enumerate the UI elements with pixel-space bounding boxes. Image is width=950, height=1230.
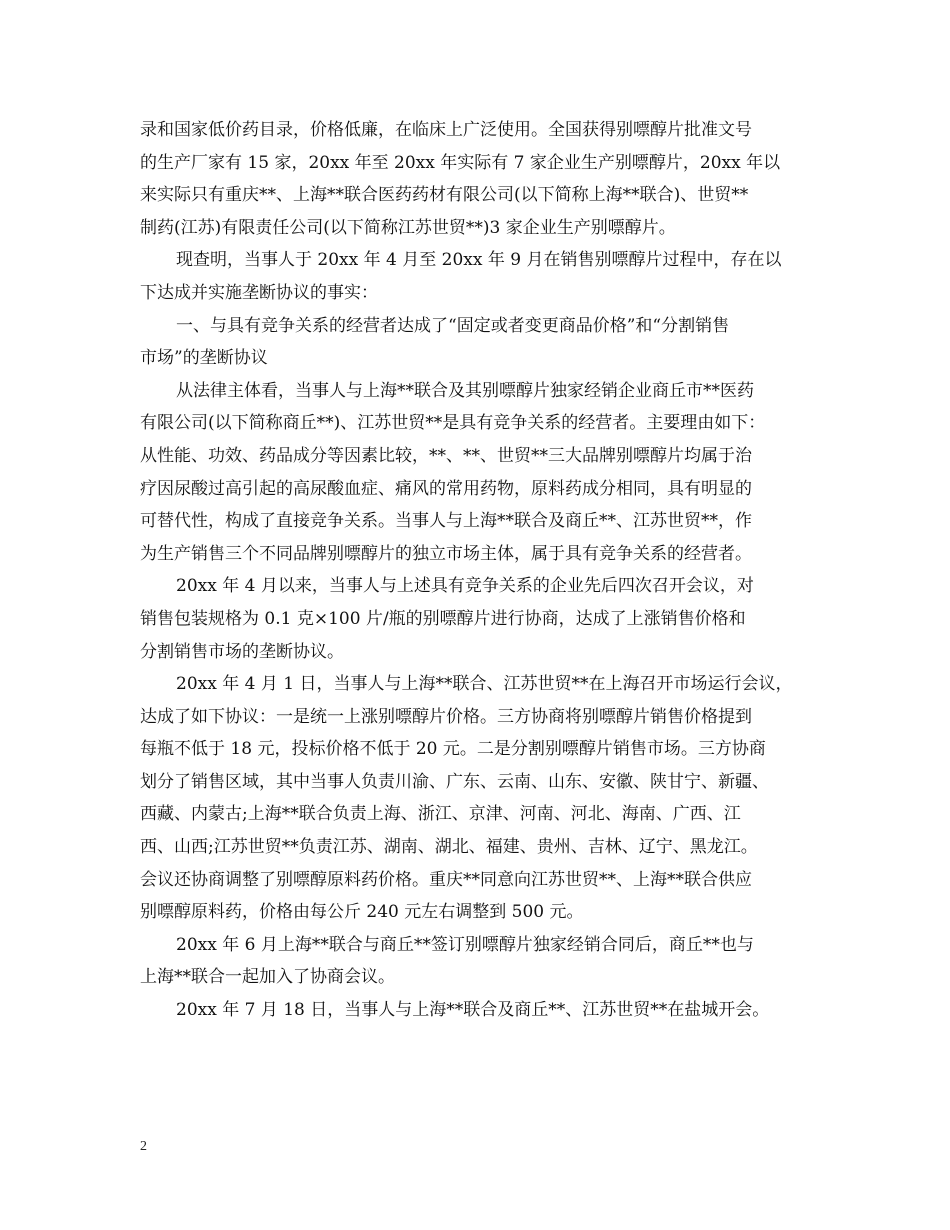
text-line: 制药(江苏)有限责任公司(以下简称江苏世贸**)3 家企业生产别嘌醇片。 xyxy=(140,217,676,238)
text-line: 20xx 年 4 月以来，当事人与上述具有竞争关系的企业先后四次召开会议，对 xyxy=(176,576,754,597)
text-line: 疗因尿酸过高引起的高尿酸血症、痛风的常用药物，原料药成分相同，具有明显的 xyxy=(140,478,752,499)
text-line: 西藏、内蒙古;上海**联合负责上海、浙江、京津、河南、河北、海南、广西、江 xyxy=(140,804,741,825)
text-line: 从性能、功效、药品成分等因素比较，**、**、世贸**三大品牌别嘌醇片均属于治 xyxy=(140,445,752,466)
text-line: 有限公司(以下简称商丘**)、江苏世贸**是具有竞争关系的经营者。主要理由如下： xyxy=(140,413,766,434)
document-body xyxy=(140,114,830,1027)
text-line: 20xx 年 7 月 18 日，当事人与上海**联合及商丘**、江苏世贸**在盐城开会。 xyxy=(176,1000,770,1021)
text-line: 销售包装规格为 0.1 克×100 片/瓶的别嘌醇片进行协商，达成了上涨销售价格和 xyxy=(140,608,746,629)
text-line: 从法律主体看，当事人与上海**联合及其别嘌醇片独家经销企业商丘市**医药 xyxy=(176,380,754,401)
text-line: 现查明，当事人于 20xx 年 4 月至 20xx 年 9 月在销售别嘌醇片过程中，存在以 xyxy=(176,250,782,271)
text-line: 上海**联合一起加入了协商会议。 xyxy=(140,967,395,988)
page-number: 2 xyxy=(140,1139,147,1154)
text-line: 划分了销售区域，其中当事人负责川渝、广东、云南、山东、安徽、陕甘宁、新疆、 xyxy=(140,771,769,792)
text-line: 20xx 年 6 月上海**联合与商丘**签订别嘌醇片独家经销合同后，商丘**也与 xyxy=(176,934,754,955)
text-line: 可替代性，构成了直接竞争关系。当事人与上海**联合及商丘**、江苏世贸**，作 xyxy=(140,511,752,532)
text-line: 的生产厂家有 15 家，20xx 年至 20xx 年实际有 7 家企业生产别嘌醇片，20xx 年以 xyxy=(140,152,781,173)
text-line: 一、与具有竞争关系的经营者达成了“固定或者变更商品价格”和“分割销售 xyxy=(176,315,730,336)
text-line: 会议还协商调整了别嘌醇原料药价格。重庆**同意向江苏世贸**、上海**联合供应 xyxy=(140,869,752,890)
text-line: 录和国家低价药目录，价格低廉，在临床上广泛使用。全国获得别嘌醇片批准文号 xyxy=(140,120,752,140)
text-line: 达成了如下协议：一是统一上涨别嘌醇片价格。三方协商将别嘌醇片销售价格提到 xyxy=(140,706,752,727)
text-line: 下达成并实施垄断协议的事实： xyxy=(140,282,378,303)
text-line: 西、山西;江苏世贸**负责江苏、湖南、湖北、福建、贵州、吉林、辽宁、黑龙江。 xyxy=(140,837,758,858)
text-line: 分割销售市场的垄断协议。 xyxy=(140,641,344,662)
text-line: 20xx 年 4 月 1 日，当事人与上海**联合、江苏世贸**在上海召开市场运行会议， xyxy=(176,674,793,695)
text-line: 市场”的垄断协议 xyxy=(140,348,268,369)
text-line: 为生产销售三个不同品牌别嘌醇片的独立市场主体，属于具有竞争关系的经营者。 xyxy=(140,543,752,564)
text-line: 每瓶不低于 18 元，投标价格不低于 20 元。二是分割别嘌醇片销售市场。三方协商 xyxy=(140,739,766,760)
text-line: 来实际只有重庆**、上海**联合医药药材有限公司(以下简称上海**联合)、世贸** xyxy=(140,185,749,206)
text-line: 别嘌醇原料药，价格由每公斤 240 元左右调整到 500 元。 xyxy=(140,902,584,923)
